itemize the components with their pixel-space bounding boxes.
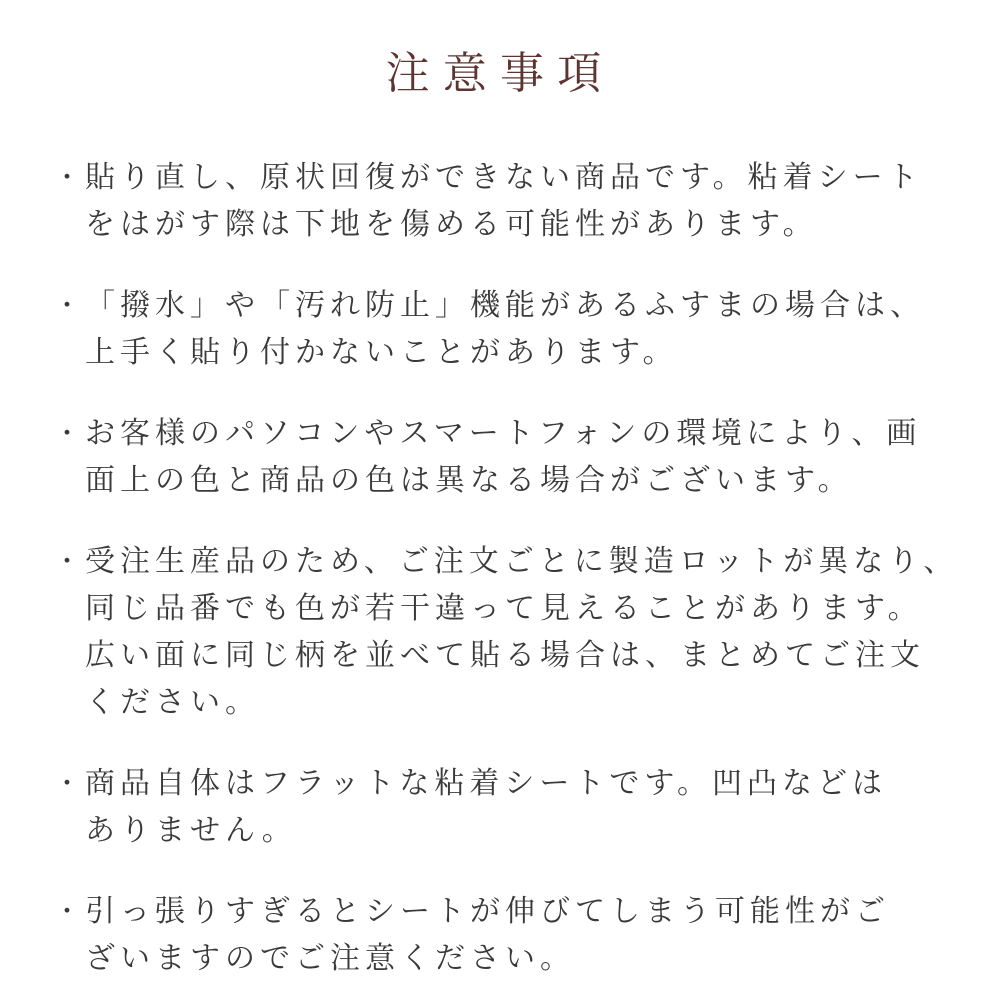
note-line: 面上の色と商品の色は異なる場合がございます。	[85, 464, 853, 497]
note-item	[54, 888, 954, 982]
note-text	[85, 154, 923, 248]
bullet-marker: ・	[54, 418, 81, 448]
note-line: 同じ品番でも色が若干違って見えることがあります。	[85, 592, 923, 625]
note-line: お客様のパソコンやスマートフォンの環境により、画	[85, 417, 922, 450]
bullet-marker: ・	[54, 768, 81, 798]
note-item	[54, 410, 954, 504]
note-item	[54, 282, 954, 376]
notes-list	[54, 154, 959, 982]
note-item	[54, 538, 959, 726]
note-text	[85, 888, 890, 982]
note-line: ざいますのでご注意ください。	[85, 942, 575, 975]
bullet-marker: ・	[54, 290, 81, 320]
note-text	[85, 282, 925, 376]
note-line: 「撥水」や「汚れ防止」機能があるふすまの場合は、	[85, 289, 925, 322]
bullet-marker: ・	[54, 896, 81, 926]
note-line: 広い面に同じ柄を並べて貼る場合は、まとめてご注文	[85, 639, 925, 672]
note-item	[54, 154, 954, 248]
note-line: ください。	[85, 686, 260, 719]
note-line: をはがす際は下地を傷める可能性があります。	[85, 208, 818, 241]
page-title: 注意事項	[385, 49, 615, 98]
bullet-marker: ・	[54, 162, 81, 192]
note-line: ありません。	[85, 814, 297, 847]
note-line: 受注生産品のため、ご注文ごとに製造ロットが異なり、	[85, 545, 959, 578]
note-line: 上手く貼り付かないことがあります。	[85, 336, 678, 369]
note-text	[85, 410, 921, 504]
notice-page	[0, 46, 1000, 1000]
note-item	[54, 760, 954, 854]
note-text	[85, 538, 958, 726]
bullet-marker: ・	[54, 546, 81, 576]
note-line: 商品自体はフラットな粘着シートです。凹凸などは	[85, 767, 887, 800]
note-line: 貼り直し、原状回復ができない商品です。粘着シート	[85, 161, 923, 194]
note-line: 引っ張りすぎるとシートが伸びてしまう可能性がご	[85, 895, 890, 928]
note-text	[85, 760, 887, 854]
